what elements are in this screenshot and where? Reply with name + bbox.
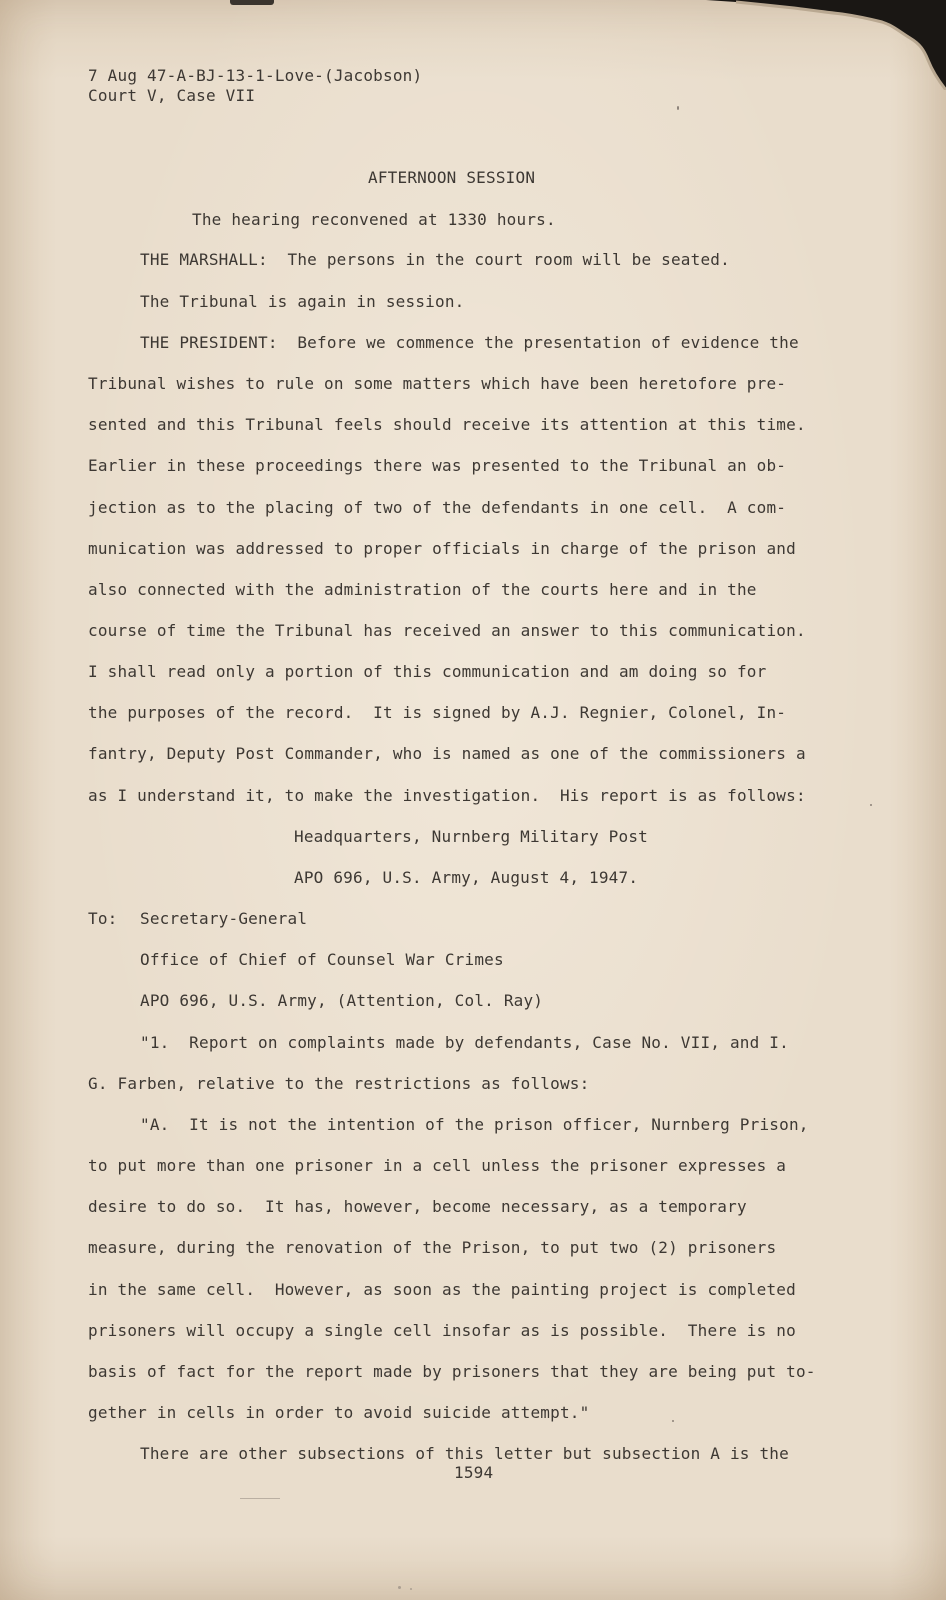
staple-mark [230, 0, 274, 5]
paper-speck [410, 1588, 412, 1590]
report-line: "1. Report on complaints made by defendants, Case No. VII, and I. [140, 1033, 789, 1052]
body-line: Tribunal wishes to rule on some matters which have been heretofore pre- [88, 374, 787, 393]
torn-corner-decoration [706, 0, 946, 90]
address-line-1: Secretary-General [140, 909, 308, 928]
letterhead-line-1: Headquarters, Nurnberg Military Post [294, 827, 648, 846]
body-line: as I understand it, to make the investigation. His report is as follows: [88, 786, 806, 805]
report-line: prisoners will occupy a single cell insofar as is possible. There is no [88, 1321, 796, 1340]
body-line: The Tribunal is again in session. [140, 292, 465, 311]
body-line: course of time the Tribunal has received an answer to this communication. [88, 621, 806, 640]
body-line: I shall read only a portion of this communication and am doing so for [88, 662, 767, 681]
report-line: G. Farben, relative to the restrictions as follows: [88, 1074, 590, 1093]
report-line: "A. It is not the intention of the prison officer, Nurnberg Prison, [140, 1115, 809, 1134]
paper-speck [677, 106, 679, 110]
address-line-3: APO 696, U.S. Army, (Attention, Col. Ray) [140, 991, 544, 1010]
page-number: 1594 [454, 1463, 494, 1482]
report-line: gether in cells in order to avoid suicide attempt." [88, 1403, 590, 1422]
session-heading: AFTERNOON SESSION [368, 168, 536, 187]
report-line: to put more than one prisoner in a cell unless the prisoner expresses a [88, 1156, 787, 1175]
body-line: also connected with the administration of the courts here and in the [88, 580, 757, 599]
body-line: The hearing reconvened at 1330 hours. [192, 210, 556, 229]
header-line-1: 7 Aug 47-A-BJ-13-1-Love-(Jacobson) [88, 66, 423, 85]
paper-speck [398, 1586, 401, 1589]
body-line: Earlier in these proceedings there was presented to the Tribunal an ob- [88, 456, 787, 475]
paper-speck [240, 1498, 280, 1499]
body-line: THE MARSHALL: The persons in the court room will be seated. [140, 250, 730, 269]
header-line-2: Court V, Case VII [88, 86, 256, 105]
report-line: measure, during the renovation of the Prison, to put two (2) prisoners [88, 1238, 777, 1257]
address-line-2: Office of Chief of Counsel War Crimes [140, 950, 504, 969]
paper-speck [672, 1420, 674, 1422]
report-line: in the same cell. However, as soon as the painting project is completed [88, 1280, 796, 1299]
body-line: munication was addressed to proper officials in charge of the prison and [88, 539, 796, 558]
letterhead-line-2: APO 696, U.S. Army, August 4, 1947. [294, 868, 639, 887]
report-line: basis of fact for the report made by prisoners that they are being put to- [88, 1362, 816, 1381]
report-line: There are other subsections of this letter but subsection A is the [140, 1444, 789, 1463]
body-line: jection as to the placing of two of the defendants in one cell. A com- [88, 498, 787, 517]
paper-speck [870, 804, 872, 806]
body-line: THE PRESIDENT: Before we commence the presentation of evidence the [140, 333, 799, 352]
report-line: desire to do so. It has, however, become necessary, as a temporary [88, 1197, 747, 1216]
body-line: fantry, Deputy Post Commander, who is named as one of the commissioners a [88, 744, 806, 763]
to-label: To: [88, 909, 118, 928]
body-line: the purposes of the record. It is signed by A.J. Regnier, Colonel, In- [88, 703, 787, 722]
body-line: sented and this Tribunal feels should receive its attention at this time. [88, 415, 806, 434]
